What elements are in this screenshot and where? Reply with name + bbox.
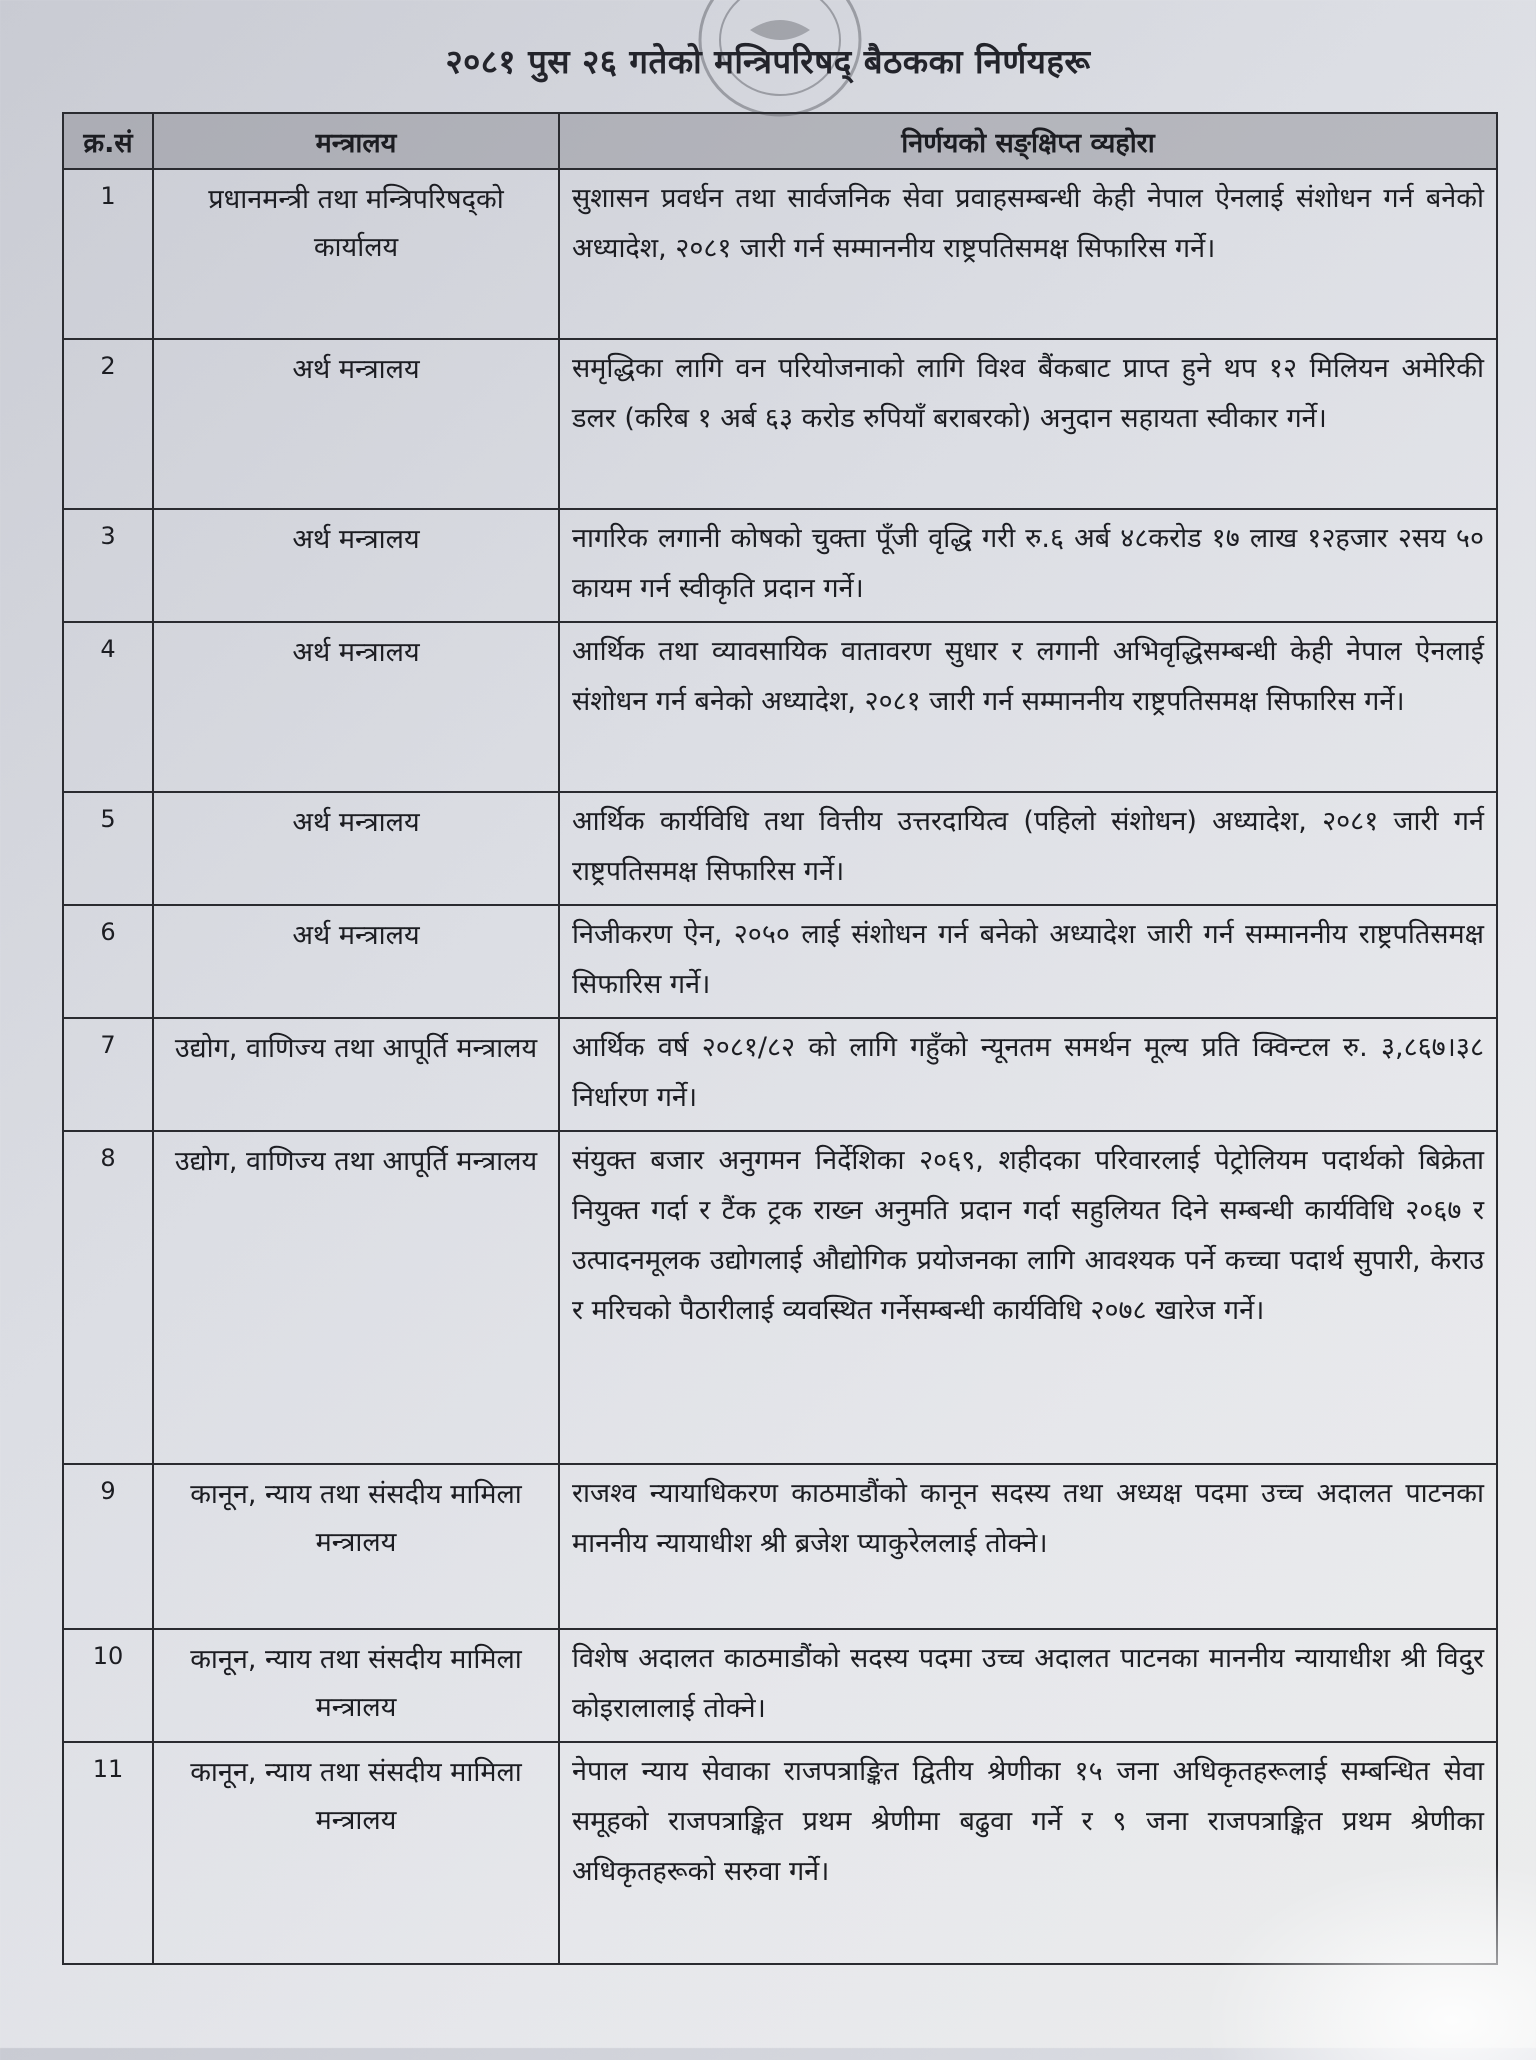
row-summary: आर्थिक तथा व्यावसायिक वातावरण सुधार र लगानी अभिवृद्धिसम्बन्धी केही नेपाल ऐनलाई संशोधन गर्न बनेको अध्यादेश, २०८१ जारी गर्न सम्माननीय राष्ट्रपतिसमक्ष सिफारिस गर्ने। xyxy=(559,622,1497,792)
table-row xyxy=(63,339,1497,509)
row-summary: संयुक्त बजार अनुगमन निर्देशिका २०६९, शहीदका परिवारलाई पेट्रोलियम पदार्थको बिक्रेता नियुक्त गर्दा र टैंक ट्रक राख्न अनुमति प्रदान गर्दा सहुलियत दिने सम्बन्धी कार्यविधि २०६७ र उत्पादनमूलक उद्योगलाई औद्योगिक प्रयोजनका लागि आवश्यक पर्ने कच्चा पदार्थ सुपारी, केराउ र मरिचको पैठारीलाई व्यवस्थित गर्नेसम्बन्धी कार्यविधि २०७८ खारेज गर्ने। xyxy=(559,1131,1497,1464)
table-row xyxy=(63,622,1497,792)
row-number: 3 xyxy=(63,509,153,622)
row-number: 10 xyxy=(63,1629,153,1742)
row-summary: नागरिक लगानी कोषको चुक्ता पूँजी वृद्धि गरी रु.६ अर्ब ४८करोड १७ लाख १२हजार २सय ५० कायम गर्न स्वीकृति प्रदान गर्ने। xyxy=(559,509,1497,622)
row-ministry: कानून, न्याय तथा संसदीय मामिला मन्त्रालय xyxy=(153,1742,559,1964)
row-number: 7 xyxy=(63,1018,153,1131)
table-row xyxy=(63,509,1497,622)
row-summary: समृद्धिका लागि वन परियोजनाको लागि विश्व बैंकबाट प्राप्त हुने थप १२ मिलियन अमेरिकी डलर (करिब १ अर्ब ६३ करोड रुपियाँ बराबरको) अनुदान सहायता स्वीकार गर्ने। xyxy=(559,339,1497,509)
row-ministry: उद्योग, वाणिज्य तथा आपूर्ति मन्त्रालय xyxy=(153,1131,559,1464)
row-number: 2 xyxy=(63,339,153,509)
header-summary: निर्णयको सङ्क्षिप्त व्यहोरा xyxy=(559,113,1497,169)
decisions-table xyxy=(62,112,1498,1965)
table-row xyxy=(63,169,1497,339)
row-number: 4 xyxy=(63,622,153,792)
table-header-row xyxy=(63,113,1497,169)
row-summary: विशेष अदालत काठमाडौंको सदस्य पदमा उच्च अदालत पाटनका माननीय न्यायाधीश श्री विदुर कोइरालालाई तोक्ने। xyxy=(559,1629,1497,1742)
row-number: 9 xyxy=(63,1464,153,1629)
row-ministry: कानून, न्याय तथा संसदीय मामिला मन्त्रालय xyxy=(153,1629,559,1742)
row-number: 1 xyxy=(63,169,153,339)
row-ministry: उद्योग, वाणिज्य तथा आपूर्ति मन्त्रालय xyxy=(153,1018,559,1131)
page-title: २०८१ पुस २६ गतेको मन्त्रिपरिषद् बैठकका निर्णयहरू xyxy=(445,42,1091,81)
row-ministry: अर्थ मन्त्रालय xyxy=(153,509,559,622)
header-ministry: मन्त्रालय xyxy=(153,113,559,169)
row-ministry: कानून, न्याय तथा संसदीय मामिला मन्त्रालय xyxy=(153,1464,559,1629)
row-ministry: अर्थ मन्त्रालय xyxy=(153,905,559,1018)
row-ministry: अर्थ मन्त्रालय xyxy=(153,792,559,905)
row-ministry: अर्थ मन्त्रालय xyxy=(153,622,559,792)
table-row xyxy=(63,792,1497,905)
row-number: 6 xyxy=(63,905,153,1018)
row-ministry: प्रधानमन्त्री तथा मन्त्रिपरिषद्को कार्यालय xyxy=(153,169,559,339)
row-summary: आर्थिक वर्ष २०८१/८२ को लागि गहुँको न्यूनतम समर्थन मूल्य प्रति क्विन्टल रु. ३,८६७।३८ निर्धारण गर्ने। xyxy=(559,1018,1497,1131)
row-number: 5 xyxy=(63,792,153,905)
row-summary: राजश्व न्यायाधिकरण काठमाडौंको कानून सदस्य तथा अध्यक्ष पदमा उच्च अदालत पाटनका माननीय न्यायाधीश श्री ब्रजेश प्याकुरेललाई तोक्ने। xyxy=(559,1464,1497,1629)
table-row xyxy=(63,1742,1497,1964)
row-number: 8 xyxy=(63,1131,153,1464)
row-summary: आर्थिक कार्यविधि तथा वित्तीय उत्तरदायित्व (पहिलो संशोधन) अध्यादेश, २०८१ जारी गर्न राष्ट्रपतिसमक्ष सिफारिस गर्ने। xyxy=(559,792,1497,905)
row-summary: नेपाल न्याय सेवाका राजपत्राङ्कित द्वितीय श्रेणीका १५ जना अधिकृतहरूलाई सम्बन्धित सेवा समूहको राजपत्राङ्कित प्रथम श्रेणीमा बढुवा गर्ने र ९ जना राजपत्राङ्कित प्रथम श्रेणीका अधिकृतहरूको सरुवा गर्ने। xyxy=(559,1742,1497,1964)
table-row xyxy=(63,1629,1497,1742)
table-row xyxy=(63,905,1497,1018)
row-ministry: अर्थ मन्त्रालय xyxy=(153,339,559,509)
row-number: 11 xyxy=(63,1742,153,1964)
table-row xyxy=(63,1018,1497,1131)
header-serial: क्र.सं xyxy=(63,113,153,169)
table-row xyxy=(63,1464,1497,1629)
row-summary: निजीकरण ऐन, २०५० लाई संशोधन गर्न बनेको अध्यादेश जारी गर्न सम्माननीय राष्ट्रपतिसमक्ष सिफारिस गर्ने। xyxy=(559,905,1497,1018)
table-row xyxy=(63,1131,1497,1464)
row-summary: सुशासन प्रवर्धन तथा सार्वजनिक सेवा प्रवाहसम्बन्धी केही नेपाल ऐनलाई संशोधन गर्न बनेको अध्यादेश, २०८१ जारी गर्न सम्माननीय राष्ट्रपतिसमक्ष सिफारिस गर्ने। xyxy=(559,169,1497,339)
